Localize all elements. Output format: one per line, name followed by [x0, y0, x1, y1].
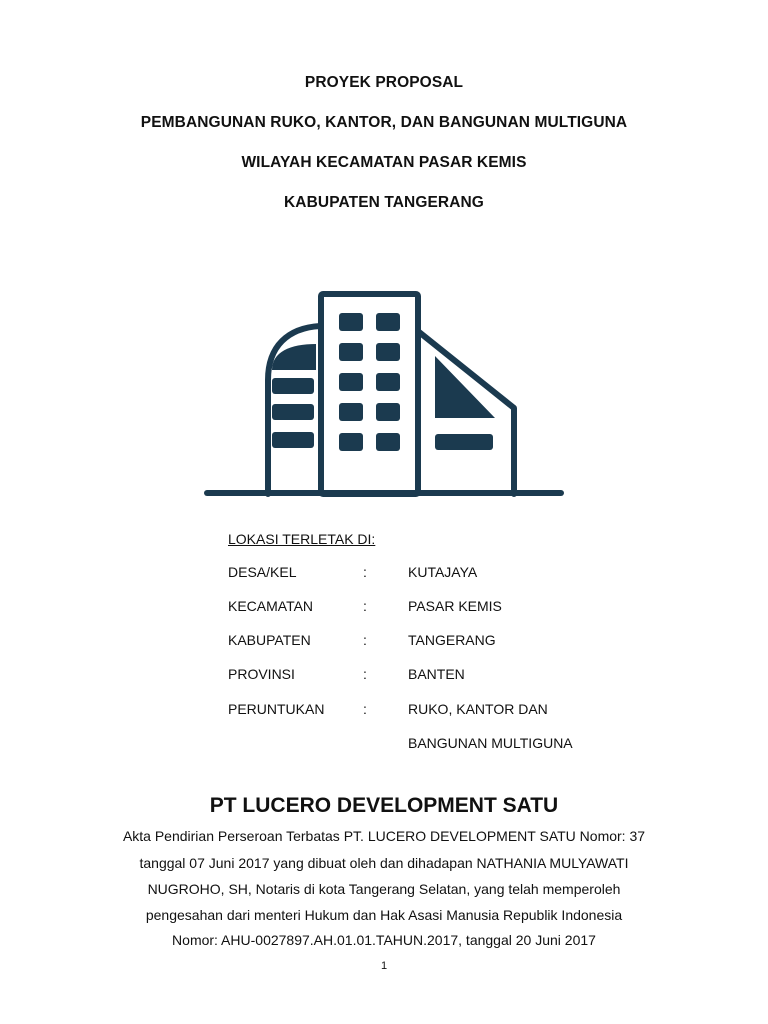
location-row [0, 632, 768, 652]
company-name: PT LUCERO DEVELOPMENT SATU [209, 794, 559, 817]
company-description-line: Akta Pendirian Perseroan Terbatas PT. LUCERO DEVELOPMENT SATU Nomor: 37 [122, 828, 646, 844]
location-row [0, 564, 768, 584]
title-line-4: KABUPATEN TANGERANG [284, 194, 484, 211]
page-number: 1 [380, 960, 388, 972]
location-colon: : [363, 598, 367, 614]
location-value: PASAR KEMIS [408, 598, 502, 614]
location-label: DESA/KEL [228, 564, 297, 580]
location-value: KUTAJAYA [408, 564, 478, 580]
location-label: PERUNTUKAN [228, 701, 325, 717]
title-line-1: PROYEK PROPOSAL [304, 74, 464, 91]
location-value: RUKO, KANTOR DAN [408, 701, 548, 717]
location-row [0, 735, 768, 755]
company-description-line: tanggal 07 Juni 2017 yang dibuat oleh dan dihadapan NATHANIA MULYAWATI [139, 855, 629, 871]
location-value: BANGUNAN MULTIGUNA [408, 735, 573, 751]
location-value: BANTEN [408, 666, 465, 682]
title-line-2: PEMBANGUNAN RUKO, KANTOR, DAN BANGUNAN MULTIGUNA [140, 114, 628, 131]
location-colon: : [363, 632, 367, 648]
location-label: KABUPATEN [228, 632, 311, 648]
location-colon: : [363, 666, 367, 682]
location-heading: LOKASI TERLETAK DI: [228, 531, 376, 547]
location-row [0, 701, 768, 721]
location-label: PROVINSI [228, 666, 295, 682]
location-label: KECAMATAN [228, 598, 314, 614]
location-colon: : [363, 701, 367, 717]
location-colon: : [363, 564, 367, 580]
company-description-line: Nomor: AHU-0027897.AH.01.01.TAHUN.2017, tanggal 20 Juni 2017 [172, 932, 596, 948]
company-description-line: NUGROHO, SH, Notaris di kota Tangerang Selatan, yang telah memperoleh [147, 881, 621, 897]
company-description-line: pengesahan dari menteri Hukum dan Hak Asasi Manusia Republik Indonesia [145, 907, 623, 923]
location-row [0, 598, 768, 618]
title-line-3: WILAYAH KECAMATAN PASAR KEMIS [241, 154, 527, 171]
location-value: TANGERANG [408, 632, 496, 648]
location-row [0, 666, 768, 686]
